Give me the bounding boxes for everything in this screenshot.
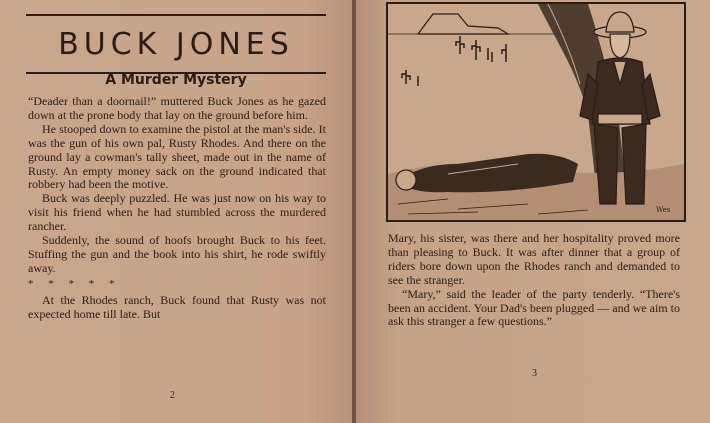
- left-page: [0, 0, 352, 423]
- paragraph: Buck was deeply puzzled. He was just now on his way to visit his friend when he had stumbled across the murdered rancher.: [28, 191, 326, 234]
- page-number: 2: [170, 390, 175, 401]
- paragraph: “Mary,” said the leader of the party tenderly. “There's been an accident. Your Dad's been plugged — and we aim to ask this stranger a few questions.”: [388, 286, 680, 329]
- section-separator: * * * * *: [28, 277, 121, 290]
- right-page: [356, 0, 710, 423]
- paragraph: Mary, his sister, was there and her hospitality proved more than pleasing to Buck. It was after dinner that a group of riders bore down upon the Rhodes ranch and demanded to see the stranger.: [388, 231, 680, 287]
- right-body-text: [388, 232, 680, 329]
- page-number: 3: [532, 368, 537, 379]
- artist-signature: Wes: [656, 206, 671, 214]
- chapter-subtitle: A Murder Mystery: [105, 72, 247, 88]
- illustration: [386, 2, 686, 222]
- cowboy-illustration: [388, 4, 684, 220]
- paragraph: “Deader than a doornail!” muttered Buck Jones as he gazed down at the prone body that lay on the ground before him.: [28, 94, 326, 122]
- book-title: BUCK JONES: [58, 26, 294, 62]
- left-body-text: [28, 95, 326, 322]
- title-bar: [26, 14, 326, 74]
- paragraph: Suddenly, the sound of hoofs brought Buck to his feet. Stuffing the gun and the book into his shirt, he rode swiftly away.: [28, 233, 326, 275]
- paragraph: He stooped down to examine the pistol at the man's side. It was the gun of his own pal, Rusty Rhodes. And there on the ground lay a cowman's tally sheet, made out in the name of Rusty. An empty money sack on the ground indicated that robbery had been the motive.: [28, 121, 326, 192]
- paragraph: At the Rhodes ranch, Buck found that Rusty was not expected home till late. But: [28, 292, 326, 321]
